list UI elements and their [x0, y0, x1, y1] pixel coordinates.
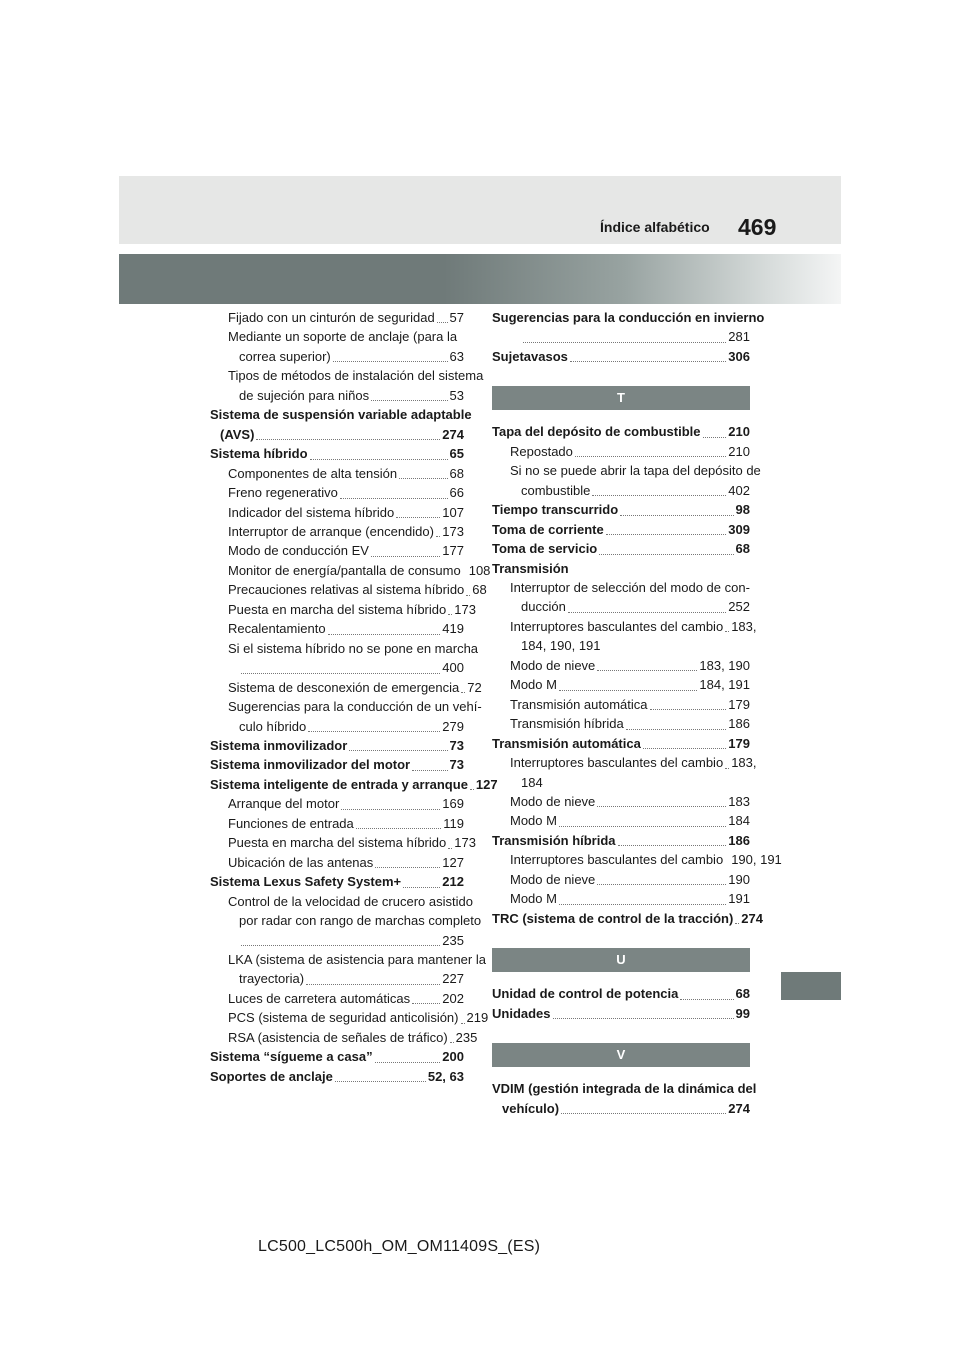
- page-reference: 190, 191: [731, 852, 782, 868]
- leader-dots: [310, 459, 448, 460]
- leader-dots: [412, 1003, 440, 1004]
- leader-dots: [256, 439, 440, 440]
- index-column-right: [492, 308, 782, 1118]
- index-entry-text: Sistema híbrido: [210, 446, 308, 462]
- index-entry-text: Interruptores basculantes del cambio: [510, 852, 724, 868]
- page-reference: 184: [728, 813, 750, 829]
- leader-dots: [559, 904, 726, 905]
- index-entry: [492, 500, 750, 519]
- page-reference: 119: [443, 815, 464, 831]
- index-entry-text: Transmisión híbrida: [492, 832, 616, 848]
- page-reference: 212: [442, 874, 464, 890]
- page-reference: 68: [735, 986, 750, 1002]
- page-reference: 173: [454, 835, 476, 851]
- index-entry-text: Repostado: [510, 443, 573, 459]
- leader-dots: [399, 478, 447, 479]
- page-reference: 419: [442, 621, 464, 637]
- leader-dots: [461, 692, 465, 693]
- index-entry-text: Tiempo transcurrido: [492, 502, 619, 518]
- index-entry-text: Indicador del sistema híbrido: [228, 504, 395, 520]
- page-reference: 186: [728, 716, 750, 732]
- leader-dots: [461, 1023, 465, 1024]
- index-entry-text: Arranque del motor: [228, 796, 340, 812]
- index-entry-text: de sujeción para niños: [239, 387, 370, 403]
- gradient-banner: [119, 254, 841, 304]
- index-entry: [492, 984, 750, 1003]
- index-entry-text: 184, 190, 191: [521, 638, 601, 654]
- index-entry: [492, 870, 750, 889]
- leader-dots: [306, 984, 440, 985]
- leader-dots: [725, 631, 729, 632]
- leader-dots: [650, 709, 727, 710]
- index-entry-text: TRC (sistema de control de la tracción): [492, 910, 734, 926]
- index-entry: [210, 775, 498, 794]
- leader-dots: [592, 495, 726, 496]
- index-entry-text: RSA (asistencia de señales de tráfico): [228, 1029, 448, 1045]
- leader-dots: [561, 1113, 726, 1114]
- index-entry-text: Sistema inteligente de entrada y arranque: [210, 776, 468, 792]
- index-entry: [492, 327, 750, 346]
- footer-model-code: LC500_LC500h_OM_OM11409S_(ES): [258, 1238, 541, 1255]
- index-entry: [210, 405, 472, 424]
- leader-dots: [553, 1018, 734, 1019]
- index-entry-text: Interruptor de arranque (encendido): [228, 523, 434, 539]
- page-reference: 190: [728, 871, 750, 887]
- index-entry: [210, 639, 479, 658]
- page-reference: 306: [728, 348, 750, 364]
- page-reference: 73: [449, 757, 464, 773]
- leader-dots: [371, 556, 440, 557]
- page-reference: 127: [442, 854, 464, 870]
- index-entry: [210, 386, 464, 405]
- page-reference: 179: [728, 735, 750, 751]
- index-entry-text: Sujetavasos: [492, 348, 568, 364]
- index-entry-text: 184: [521, 774, 543, 790]
- leader-dots: [523, 342, 726, 343]
- page-reference: 274: [442, 426, 464, 442]
- leader-dots: [241, 945, 440, 946]
- index-entry-text: culo híbrido: [239, 718, 307, 734]
- leader-dots: [241, 673, 440, 674]
- leader-dots: [680, 999, 733, 1000]
- page-reference: 63: [449, 348, 464, 364]
- index-entry: [492, 850, 782, 869]
- page-reference: 186: [728, 832, 750, 848]
- index-entry: [210, 425, 464, 444]
- page-reference: 309: [728, 521, 750, 537]
- index-entry: [492, 520, 750, 539]
- leader-dots: [559, 826, 726, 827]
- index-entry: [492, 753, 757, 772]
- index-entry: [210, 658, 464, 677]
- page-reference: 235: [455, 1029, 478, 1045]
- leader-dots: [703, 437, 727, 438]
- index-entry-text: por radar con rango de marchas completo: [239, 913, 482, 929]
- page-reference: 274: [728, 1100, 750, 1116]
- index-entry: [492, 656, 750, 675]
- page-reference: 68: [449, 465, 464, 481]
- index-entry: [492, 714, 750, 733]
- letter-section-header: T: [492, 386, 750, 410]
- index-entry-text: vehículo): [502, 1100, 560, 1116]
- index-entry-text: Componentes de alta tensión: [228, 465, 398, 481]
- index-entry-text: Sistema inmovilizador del motor: [210, 757, 411, 773]
- index-entry: [210, 892, 473, 911]
- leader-dots: [735, 923, 739, 924]
- page-reference: 274: [741, 910, 763, 926]
- index-entry-text: Sistema “sígueme a casa”: [210, 1049, 373, 1065]
- page-reference: 235: [442, 932, 464, 948]
- page-reference: 177: [442, 543, 464, 559]
- index-entry-text: PCS (sistema de seguridad anticolisión): [228, 1010, 459, 1026]
- page-reference: 99: [735, 1005, 750, 1021]
- page-reference: 252: [728, 599, 750, 615]
- index-entry-text: Modo de nieve: [510, 871, 596, 887]
- index-entry: [210, 1008, 489, 1027]
- leader-dots: [626, 729, 727, 730]
- leader-dots: [597, 670, 697, 671]
- leader-dots: [335, 1081, 426, 1082]
- index-entry: [210, 308, 464, 327]
- leader-dots: [375, 867, 440, 868]
- leader-dots: [341, 809, 440, 810]
- index-entry: [492, 1099, 750, 1118]
- index-entry: [492, 559, 750, 578]
- index-entry-text: Funciones de entrada: [228, 815, 354, 831]
- index-entry-text: Soportes de anclaje: [210, 1068, 333, 1084]
- index-entry: [492, 909, 763, 928]
- index-entry-text: Modo de nieve: [510, 793, 596, 809]
- page-reference: 183, 190: [699, 657, 750, 673]
- page-reference: 72: [467, 679, 482, 695]
- index-entry: [210, 444, 464, 463]
- leader-dots: [570, 361, 726, 362]
- leader-dots: [403, 887, 440, 888]
- index-entry: [492, 422, 750, 441]
- index-entry-text: Interruptores basculantes del cambio: [510, 755, 724, 771]
- index-entry: [210, 619, 464, 638]
- leader-dots: [575, 456, 726, 457]
- leader-dots: [606, 534, 727, 535]
- index-entry: [210, 347, 464, 366]
- leader-dots: [375, 1062, 441, 1063]
- index-entry-text: Sistema de desconexión de emergencia: [228, 679, 460, 695]
- page-reference: 173: [442, 523, 464, 539]
- index-entry-text: Luces de carretera automáticas: [228, 990, 411, 1006]
- index-entry-text: Tipos de métodos de instalación del sistema: [228, 368, 484, 384]
- leader-dots: [340, 498, 448, 499]
- page-reference: 184, 191: [699, 677, 750, 693]
- index-entry: [492, 442, 750, 461]
- index-entry: [210, 872, 464, 891]
- index-entry-text: Sistema Lexus Safety System+: [210, 874, 402, 890]
- index-entry: [492, 1079, 757, 1098]
- index-entry-text: Monitor de energía/pantalla de consumo: [228, 562, 461, 578]
- index-entry-text: Puesta en marcha del sistema híbrido: [228, 601, 447, 617]
- page-reference: 107: [442, 504, 464, 520]
- leader-dots: [356, 828, 442, 829]
- leader-dots: [597, 884, 726, 885]
- index-entry-text: Freno regenerativo: [228, 485, 338, 501]
- index-entry-text: LKA (sistema de asistencia para mantener la: [228, 951, 486, 967]
- index-entry: [210, 989, 464, 1008]
- page-reference: 127: [475, 776, 498, 792]
- page-reference: 68: [472, 582, 487, 598]
- page-reference: 183,: [731, 618, 757, 634]
- index-entry-text: Ubicación de las antenas: [228, 854, 374, 870]
- index-entry: [492, 734, 750, 753]
- index-entry-text: (AVS): [220, 426, 255, 442]
- index-entry-text: Transmisión: [492, 560, 569, 576]
- index-entry: [210, 794, 464, 813]
- index-entry-text: VDIM (gestión integrada de la dinámica del: [492, 1081, 757, 1097]
- section-title: Índice alfabético: [600, 219, 710, 235]
- header-band: [119, 176, 841, 244]
- leader-dots: [328, 634, 441, 635]
- index-entry-text: ducción: [521, 599, 566, 615]
- leader-dots: [448, 848, 452, 849]
- index-entry-text: Tapa del depósito de combustible: [492, 424, 701, 440]
- page-reference: 183,: [731, 755, 757, 771]
- index-entry-text: combustible: [521, 482, 591, 498]
- leader-dots: [725, 768, 729, 769]
- index-entry-text: Sistema inmovilizador: [210, 737, 348, 753]
- page-reference: 108: [468, 562, 491, 578]
- letter-section-header: V: [492, 1043, 750, 1067]
- index-entry: [492, 1004, 750, 1023]
- index-entry: [210, 950, 486, 969]
- page-reference: 179: [728, 696, 750, 712]
- page-reference: 227: [442, 971, 464, 987]
- index-entry-text: Toma de corriente: [492, 521, 604, 537]
- chapter-side-tab: [781, 972, 841, 1000]
- index-entry-text: Modo de conducción EV: [228, 543, 369, 559]
- index-entry: [492, 308, 765, 327]
- leader-dots: [412, 770, 447, 771]
- index-entry: [492, 461, 761, 480]
- index-entry: [492, 636, 750, 655]
- leader-dots: [396, 517, 440, 518]
- index-entry: [492, 578, 750, 597]
- index-entry-text: Transmisión automática: [510, 696, 648, 712]
- index-entry-text: Interruptor de selección del modo de con-: [510, 579, 750, 595]
- page-reference: 173: [454, 601, 476, 617]
- index-entry-text: Unidad de control de potencia: [492, 986, 679, 1002]
- index-entry-text: Toma de servicio: [492, 541, 598, 557]
- page-reference: 219: [466, 1010, 489, 1026]
- index-entry: [492, 539, 750, 558]
- leader-dots: [349, 750, 447, 751]
- index-entry: [492, 889, 750, 908]
- leader-dots: [466, 595, 470, 596]
- page-reference: 73: [449, 737, 464, 753]
- index-entry-text: Fijado con un cinturón de seguridad: [228, 310, 435, 325]
- page-reference: 210: [728, 443, 750, 459]
- page-reference: 200: [442, 1049, 464, 1065]
- index-entry-text: Puesta en marcha del sistema híbrido: [228, 835, 447, 851]
- index-entry-text: Sugerencias para la conducción en invierno: [492, 310, 765, 325]
- page-reference: 183: [728, 793, 750, 809]
- index-entry-text: correa superior): [239, 348, 331, 364]
- leader-dots: [643, 748, 726, 749]
- leader-dots: [333, 361, 448, 362]
- index-entry: [492, 695, 750, 714]
- index-entry: [492, 675, 750, 694]
- index-entry: [210, 697, 482, 716]
- leader-dots: [450, 1042, 454, 1043]
- index-entry: [492, 617, 757, 636]
- index-entry-text: Recalentamiento: [228, 621, 326, 637]
- index-entry-text: Modo M: [510, 891, 557, 907]
- index-entry-text: Sistema de suspensión variable adaptable: [210, 407, 472, 423]
- page-reference: 57: [449, 310, 464, 325]
- index-entry: [210, 1067, 464, 1086]
- leader-dots: [308, 731, 440, 732]
- index-entry: [210, 464, 464, 483]
- index-entry-text: Si no se puede abrir la tapa del depósito de: [510, 463, 761, 479]
- page-reference: 281: [728, 329, 750, 345]
- index-entry-text: Modo M: [510, 677, 557, 693]
- index-entry-text: Control de la velocidad de crucero asistido: [228, 893, 473, 909]
- index-entry: [210, 561, 491, 580]
- index-entry: [492, 773, 750, 792]
- letter-section-header: U: [492, 948, 750, 972]
- page-reference: 402: [728, 482, 750, 498]
- index-entry: [492, 347, 750, 366]
- index-entry-text: Sugerencias para la conducción de un vehí-: [228, 699, 482, 715]
- index-entry: [210, 717, 464, 736]
- page-reference: 169: [442, 796, 464, 812]
- index-entry-text: Unidades: [492, 1005, 551, 1021]
- page-reference: 210: [728, 424, 750, 440]
- index-entry: [492, 597, 750, 616]
- index-entry: [210, 503, 464, 522]
- leader-dots: [568, 612, 726, 613]
- index-entry: [492, 481, 750, 500]
- page-reference: 279: [442, 718, 464, 734]
- page-reference: 65: [449, 446, 464, 462]
- page-reference: 52, 63: [427, 1068, 464, 1084]
- index-entry: [492, 831, 750, 850]
- index-entry-text: Precauciones relativas al sistema híbrido: [228, 582, 465, 598]
- index-entry-text: Si el sistema híbrido no se pone en marcha: [228, 640, 479, 656]
- leader-dots: [437, 322, 448, 323]
- index-entry: [492, 811, 750, 830]
- index-entry: [210, 755, 464, 774]
- leader-dots: [470, 789, 474, 790]
- leader-dots: [620, 515, 733, 516]
- index-entry: [210, 1028, 478, 1047]
- index-entry: [210, 969, 464, 988]
- page-reference: 68: [735, 541, 750, 557]
- index-entry: [210, 541, 464, 560]
- index-entry: [210, 600, 476, 619]
- leader-dots: [618, 845, 727, 846]
- index-entry-text: Interruptores basculantes del cambio: [510, 618, 724, 634]
- index-entry-text: Transmisión híbrida: [510, 716, 624, 732]
- index-entry: [210, 833, 476, 852]
- index-column-left: [210, 308, 498, 1086]
- page-reference: 202: [442, 990, 464, 1006]
- index-entry-text: Transmisión automática: [492, 735, 641, 751]
- index-entry-text: Modo de nieve: [510, 657, 596, 673]
- index-entry: [210, 327, 464, 346]
- index-entry: [210, 853, 464, 872]
- index-entry-text: trayectoria): [239, 971, 305, 987]
- index-entry-text: Modo M: [510, 813, 557, 829]
- page-reference: 191: [728, 891, 750, 907]
- index-entry: [210, 1047, 464, 1066]
- page-number: 469: [738, 214, 777, 240]
- page-reference: 53: [449, 387, 464, 403]
- index-entry: [210, 678, 482, 697]
- page-reference: 400: [442, 660, 464, 676]
- index-entry: [210, 580, 487, 599]
- index-entry: [492, 792, 750, 811]
- leader-dots: [436, 536, 440, 537]
- page-reference: 66: [449, 485, 464, 501]
- index-entry: [210, 366, 484, 385]
- page-reference: 98: [735, 502, 750, 518]
- index-entry: [210, 736, 464, 755]
- leader-dots: [448, 614, 452, 615]
- index-entry: [210, 814, 464, 833]
- index-entry: [210, 483, 464, 502]
- index-entry: [210, 522, 464, 541]
- leader-dots: [559, 690, 697, 691]
- index-entry: [210, 931, 464, 950]
- leader-dots: [371, 400, 447, 401]
- leader-dots: [599, 554, 733, 555]
- index-entry: [210, 911, 482, 930]
- leader-dots: [597, 806, 726, 807]
- index-entry-text: Mediante un soporte de anclaje (para la: [228, 329, 458, 345]
